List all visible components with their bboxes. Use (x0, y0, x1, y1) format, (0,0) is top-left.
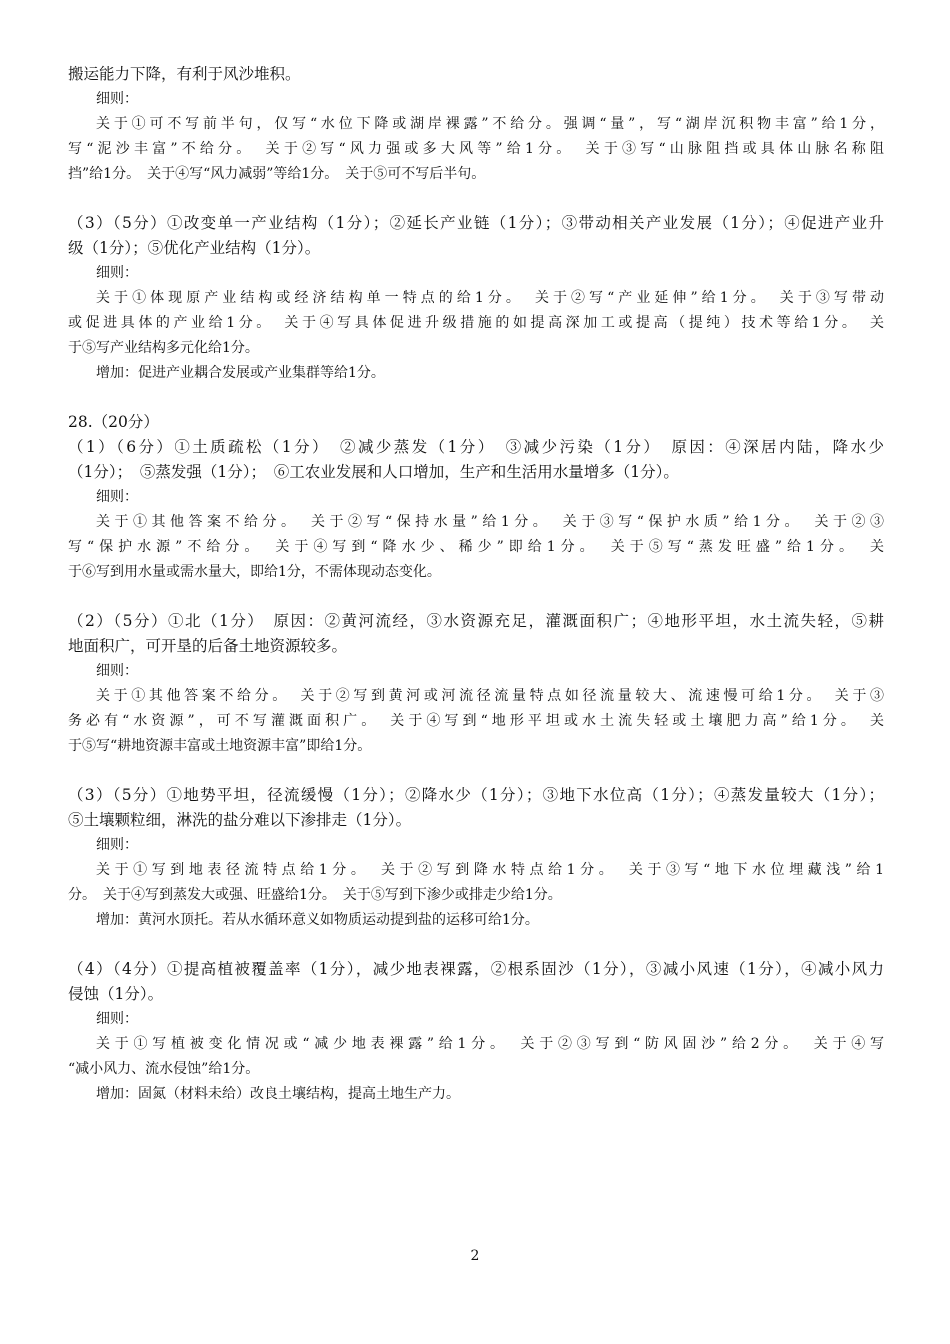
answer-line: （2）（5分）①北（1分） 原因：②黄河流经，③水资源充足，灌溉面积广；④地形平坦，水土流失轻，⑤耕 (68, 612, 884, 630)
rule-line: 务必有“水资源”，可不写灌溉面积广。 关于④写到“地形平坦或水土流失轻或土壤肥力高”给1分。 关 (68, 713, 884, 729)
answer-line: 侵蚀（1分）。 (68, 985, 164, 1003)
rules-label: 细则： (96, 663, 138, 679)
rule-line: 关于①写植被变化情况或“减少地表裸露”给1分。 关于②③写到“防风固沙”给2分。 关于④写 (96, 1036, 884, 1052)
answer-line: 搬运能力下降，有利于风沙堆积。 (68, 65, 301, 83)
rule-line: 关于①可不写前半句，仅写“水位下降或湖岸裸露”不给分。强调“量”，写“湖岸沉积物丰富”给1分， (96, 116, 884, 132)
rule-line: 挡”给1分。 关于④写“风力减弱”等给1分。 关于⑤可不写后半句。 (68, 166, 486, 182)
rule-line: 于⑥写到用水量或需水量大，即给1分，不需体现动态变化。 (68, 564, 441, 580)
rule-line: 于⑤写产业结构多元化给1分。 (68, 340, 259, 356)
rule-line: 或促进具体的产业给1分。 关于④写具体促进升级措施的如提高深加工或提高（提纯）技术等给1分。 关 (68, 315, 884, 331)
rules-label: 细则： (96, 91, 138, 107)
section-gap (68, 187, 884, 211)
document-body (68, 62, 884, 1107)
rules-label: 细则： (96, 265, 138, 281)
rule-line: 关于①体现原产业结构或经济结构单一特点的给1分。 关于②写“产业延伸”给1分。 关于③写带动 (96, 290, 884, 306)
rule-line: 于⑤写“耕地资源丰富或土地资源丰富”即给1分。 (68, 738, 372, 754)
rules-label: 细则： (96, 837, 138, 853)
rule-line: 关于①写到地表径流特点给1分。 关于②写到降水特点给1分。 关于③写“地下水位埋藏浅”给1 (96, 862, 884, 878)
rule-line: “减小风力、流水侵蚀”给1分。 (68, 1061, 260, 1077)
section-gap (68, 386, 884, 410)
answer-line: （3）（5分）①改变单一产业结构（1分）；②延长产业链（1分）；③带动相关产业发展（1分）；④促进产业升 (68, 214, 884, 232)
rule-line: 写“保护水源”不给分。 关于④写到“降水少、稀少”即给1分。 关于⑤写“蒸发旺盛”给1分。 关 (68, 539, 884, 555)
rule-line: 关于①其他答案不给分。 关于②写到黄河或河流径流量特点如径流量较大、流速慢可给1分。 关于③ (96, 688, 884, 704)
rule-line: 关于①其他答案不给分。 关于②写“保持水量”给1分。 关于③写“保护水质”给1分。 关于②③ (96, 514, 884, 530)
rule-line: 增加：黄河水顶托。若从水循环意义如物质运动提到盐的运移可给1分。 (96, 912, 539, 928)
rule-line: 分。 关于④写到蒸发大或强、旺盛给1分。 关于⑤写到下渗少或排走少给1分。 (68, 887, 562, 903)
page-number: 2 (470, 1248, 480, 1264)
rule-line: 增加：固氮（材料未给）改良土壤结构，提高土地生产力。 (96, 1086, 460, 1102)
answer-line: 地面积广，可开垦的后备土地资源较多。 (68, 637, 348, 655)
rules-label: 细则： (96, 1011, 138, 1027)
answer-line: （4）（4分）①提高植被覆盖率（1分），减少地表裸露，②根系固沙（1分），③减小风速（1分），④减小风力 (68, 960, 884, 978)
answer-line: （3）（5分）①地势平坦，径流缓慢（1分）；②降水少（1分）；③地下水位高（1分）；④蒸发量较大（1分）； (68, 786, 884, 804)
answer-line: 级（1分）；⑤优化产业结构（1分）。 (68, 239, 321, 257)
rule-line: 写“泥沙丰富”不给分。 关于②写“风力强或多大风等”给1分。 关于③写“山脉阻挡或具体山脉名称阻 (68, 141, 884, 157)
section-gap (68, 585, 884, 609)
rule-line: 增加：促进产业耦合发展或产业集群等给1分。 (96, 365, 385, 381)
section-gap (68, 933, 884, 957)
answer-line: （1）（6分）①土质疏松（1分） ②减少蒸发（1分） ③减少污染（1分） 原因：④深居内陆，降水少 (68, 438, 884, 456)
rules-label: 细则： (96, 489, 138, 505)
section-gap (68, 759, 884, 783)
answer-line: 28.（20分） (68, 413, 159, 431)
answer-line: ⑤土壤颗粒细，淋洗的盐分难以下渗排走（1分）。 (68, 811, 412, 829)
answer-line: （1分）； ⑤蒸发强（1分）； ⑥工农业发展和人口增加，生产和生活用水量增多（1分）。 (68, 463, 679, 481)
